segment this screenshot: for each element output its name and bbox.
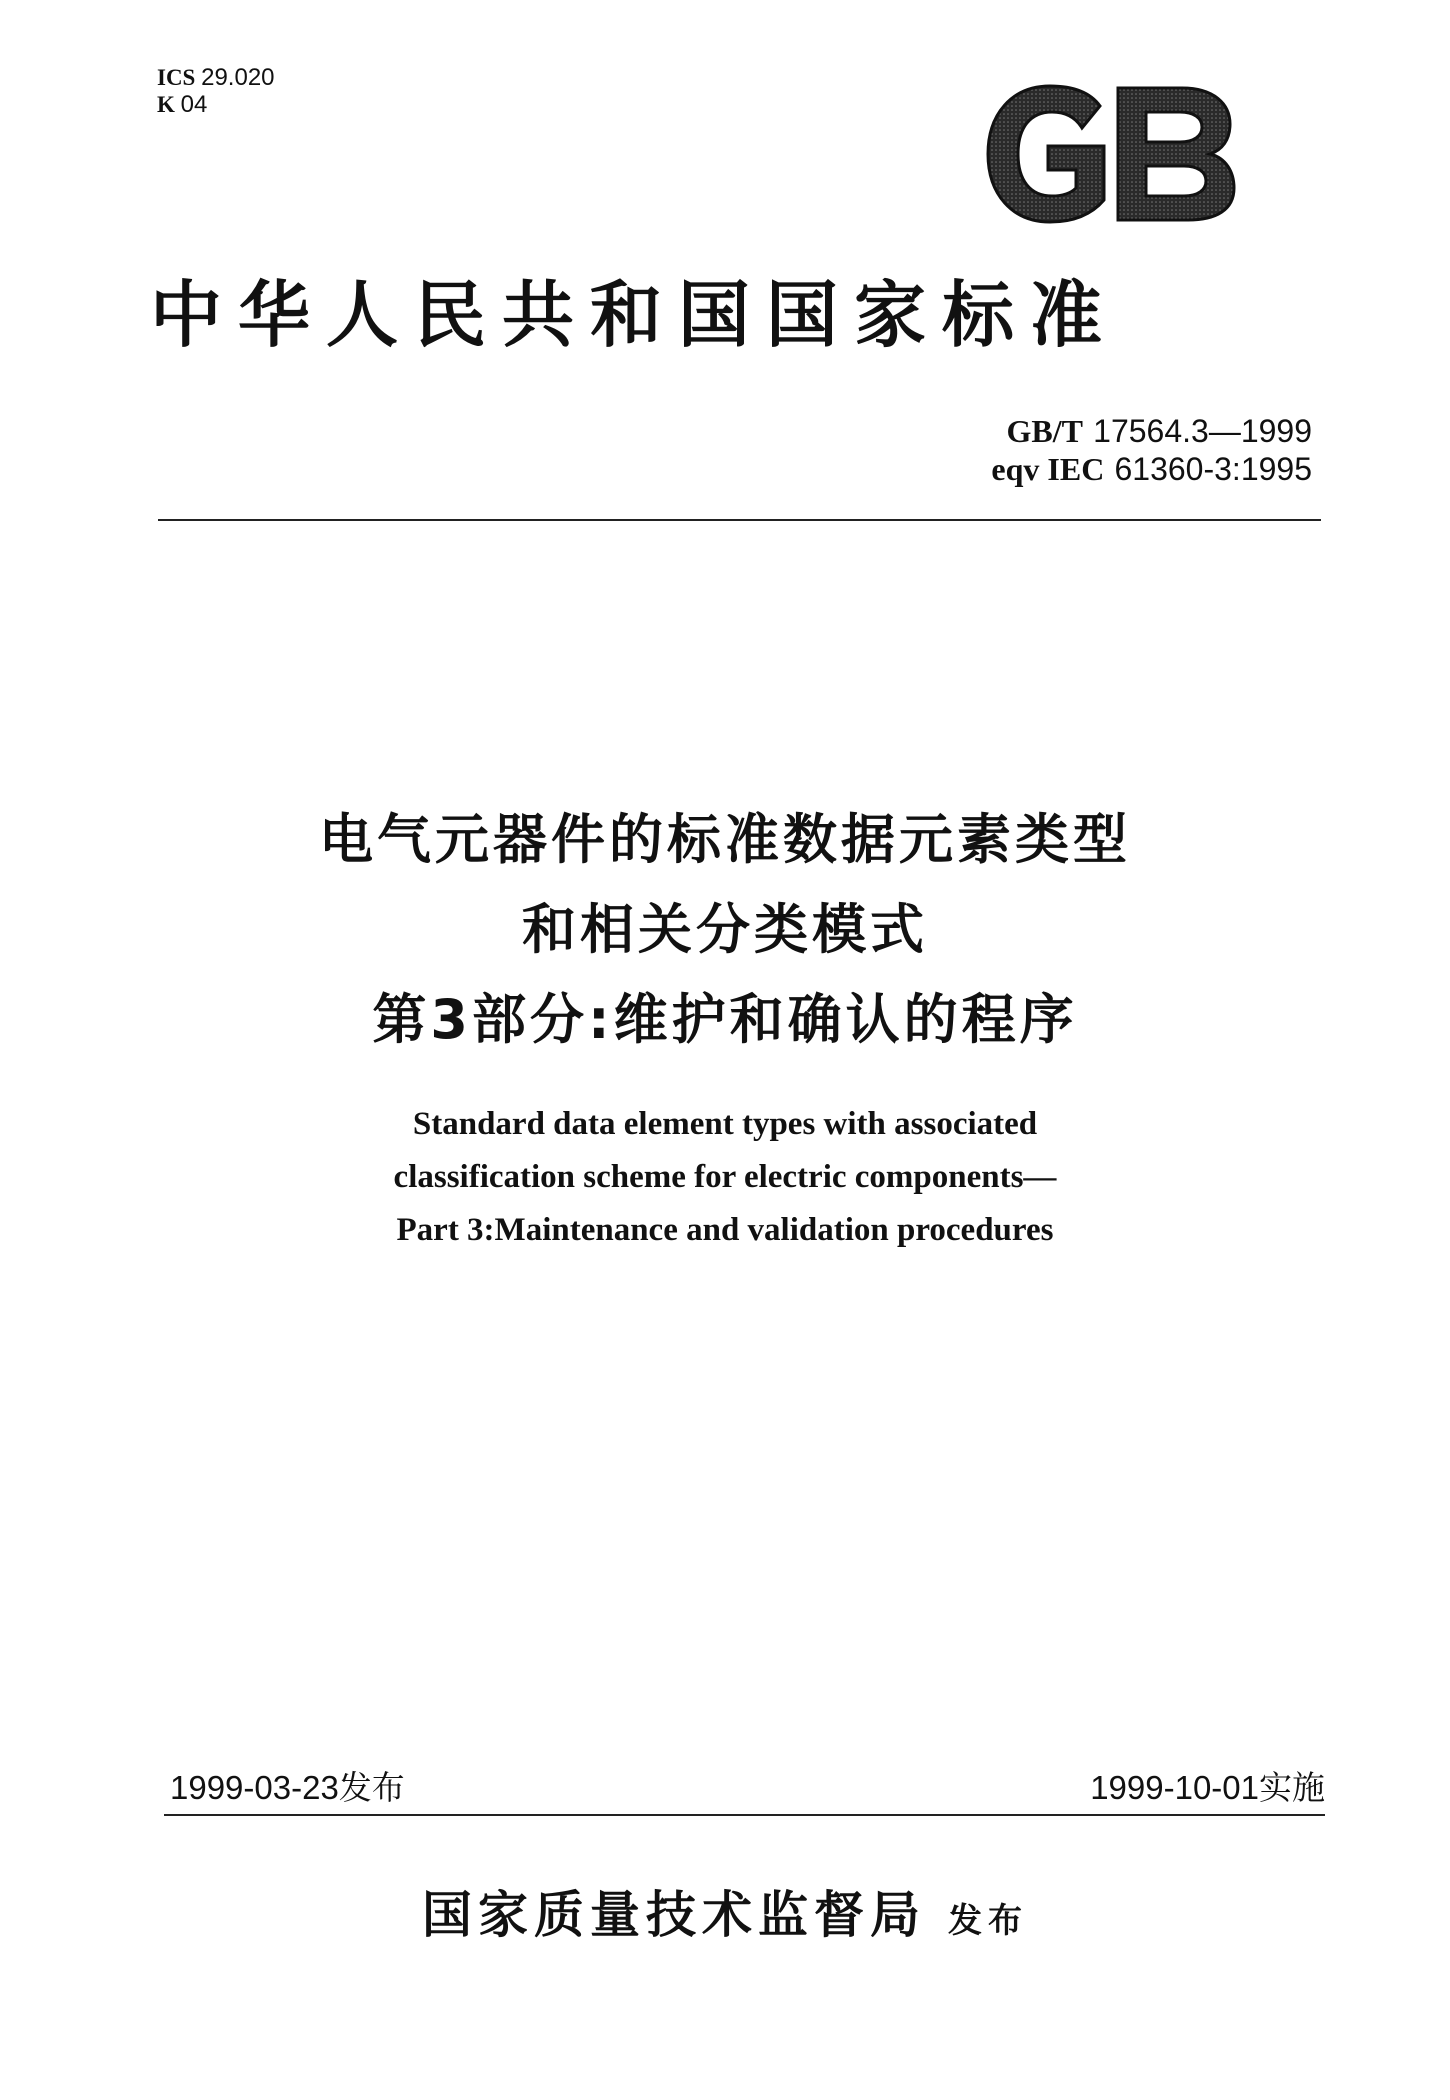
eqv-prefix: eqv IEC [991, 451, 1105, 487]
gb-logo [982, 84, 1237, 224]
k-label: K [157, 92, 175, 117]
ics-code: 29.020 [201, 64, 275, 91]
ics-label: ICS [157, 65, 196, 90]
k-line [157, 91, 275, 118]
title-en-line-2: classification scheme for electric components— [393, 1159, 1057, 1195]
eqv-number: 61360-3:1995 [1114, 451, 1312, 487]
ics-line [157, 64, 275, 91]
gb-number-line [991, 412, 1312, 450]
title-en-line-3: Part 3:Maintenance and validation procedures [396, 1212, 1054, 1248]
gb-logo-text: GB [982, 84, 984, 85]
publisher-organization: 国家质量技术监督局 [422, 1885, 926, 1944]
standard-number-block [991, 412, 1312, 488]
header-divider [158, 519, 1321, 521]
eqv-number-line [991, 450, 1312, 488]
implementation-date: 1999-10-01实施 [1090, 1769, 1325, 1806]
national-standard-title: 中华人民共和国国家标准 [150, 272, 1119, 357]
issue-date: 1999-03-23发布 [170, 1769, 405, 1806]
k-code: 04 [180, 91, 208, 118]
title-cn-line-2: 和相关分类模式 [522, 898, 928, 961]
title-cn-line-1: 电气元器件的标准数据元素类型 [319, 808, 1131, 871]
publisher-action: 发布 [948, 1901, 1028, 1941]
gb-prefix: GB/T [1006, 413, 1083, 449]
title-cn-line-3: 第3部分:维护和确认的程序 [372, 988, 1078, 1051]
title-en-line-1: Standard data element types with associated [412, 1106, 1038, 1142]
footer-divider [164, 1814, 1325, 1816]
publisher [0, 1875, 1450, 1947]
gb-number: 17564.3—1999 [1093, 413, 1312, 449]
classification-codes [157, 64, 275, 118]
